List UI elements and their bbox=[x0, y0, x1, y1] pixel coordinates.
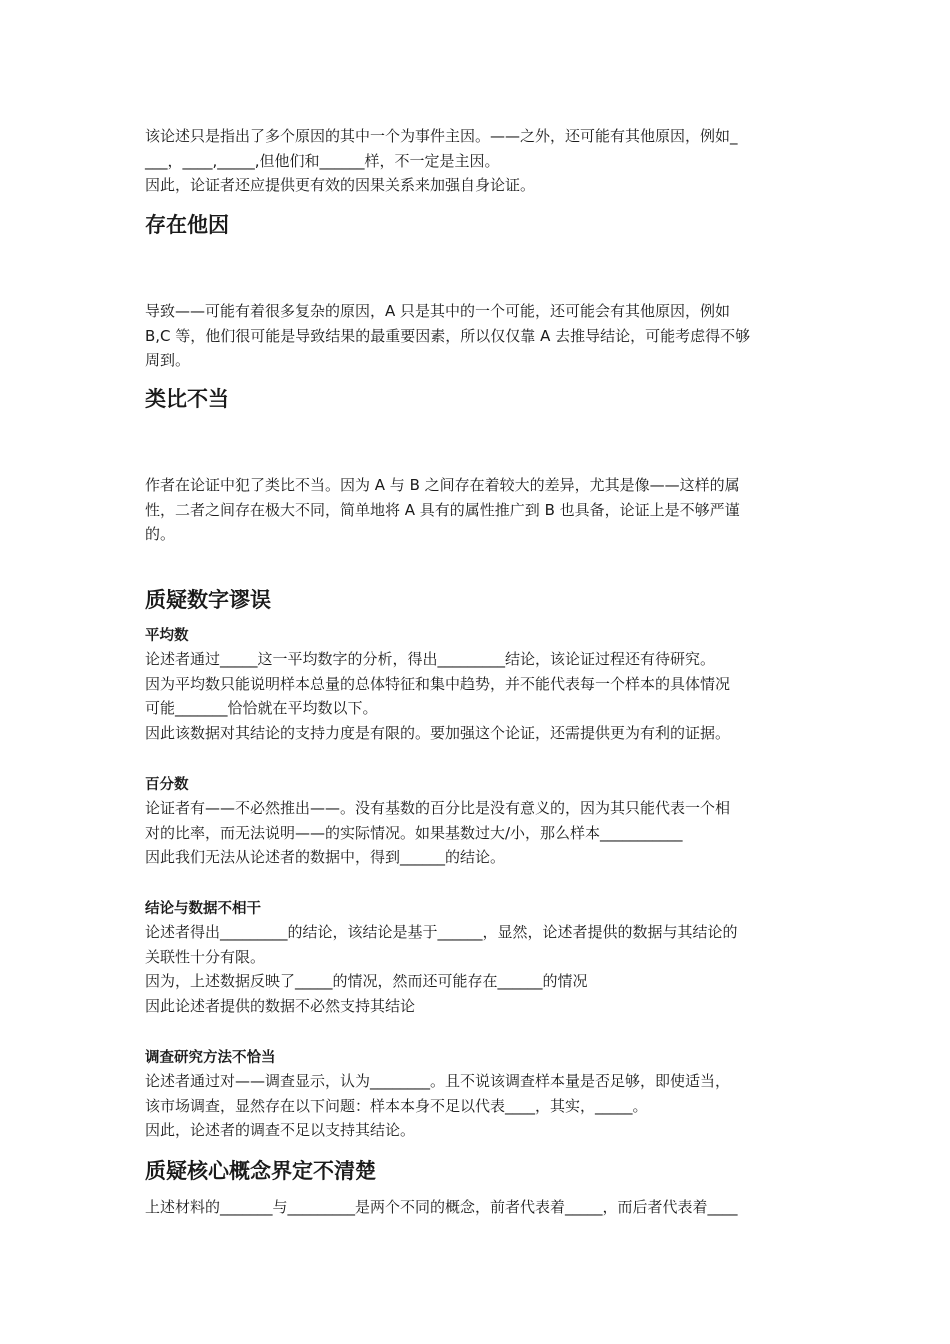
average-line-1: 论述者通过_____这一平均数字的分析，得出_________结论，该论证过程还有待研究。 bbox=[145, 650, 716, 668]
section-numbers-heading bbox=[145, 586, 810, 614]
subheading-irrelevant: 结论与数据不相干 bbox=[145, 901, 261, 917]
average-line-4: 因此该数据对其结论的支持力度是有限的。要加强这个论证，还需提供更为有利的证据。 bbox=[145, 723, 731, 742]
irrelevant-line-2: 关联性十分有限。 bbox=[145, 947, 266, 966]
other-cause-line-2: B,C 等，他们很可能是导致结果的最重要因素，所以仅仅靠 A 去推导结论，可能考虑得不够 bbox=[145, 326, 751, 345]
intro-line-2: ___，____,_____,但他们和______样，不一定是主因。 bbox=[145, 151, 500, 170]
other-cause-line-1: 导致——可能有着很多复杂的原因，A 只是其中的一个可能，还可能会有其他原因，例如 bbox=[145, 302, 731, 320]
other-cause-line-3: 周到。 bbox=[145, 351, 191, 369]
analogy-paragraph bbox=[145, 473, 810, 547]
percent-block bbox=[145, 774, 810, 870]
subheading-percent: 百分数 bbox=[145, 777, 189, 793]
analogy-line-3: 的。 bbox=[145, 525, 176, 543]
percent-line-2: 对的比率，而无法说明——的实际情况。如果基数过大/小，那么样本___________ bbox=[145, 823, 683, 842]
subheading-survey: 调查研究方法不恰当 bbox=[145, 1050, 276, 1066]
percent-line-3: 因此我们无法从论述者的数据中，得到______的结论。 bbox=[145, 848, 506, 866]
irrelevant-line-1: 论述者得出_________的结论，该结论是基于______，显然，论述者提供的数据与其结论的 bbox=[145, 923, 738, 941]
other-cause-paragraph bbox=[145, 299, 810, 373]
heading-analogy: 类比不当 bbox=[145, 387, 229, 411]
survey-line-2: 该市场调查，显然存在以下问题：样本本身不足以代表____，其实，_____。 bbox=[145, 1096, 648, 1115]
analogy-line-2: 性，二者之间存在极大不同，简单地将 A 具有的属性推广到 B 也具备，论证上是不够严谨 bbox=[145, 500, 740, 519]
intro-line-1: 该论述只是指出了多个原因的其中一个为事件主因。——之外，还可能有其他原因，例如_ bbox=[145, 127, 738, 145]
subheading-average: 平均数 bbox=[145, 628, 189, 644]
section-other-cause-heading bbox=[145, 211, 810, 239]
survey-line-3: 因此，论述者的调查不足以支持其结论。 bbox=[145, 1121, 416, 1139]
irrelevant-line-4: 因此论述者提供的数据不必然支持其结论 bbox=[145, 996, 416, 1015]
section-concept-heading bbox=[145, 1157, 810, 1185]
heading-concept: 质疑核心概念界定不清楚 bbox=[145, 1159, 376, 1183]
survey-line-1: 论述者通过对——调查显示，认为________。且不说该调查样本量是否足够，即使适当， bbox=[145, 1072, 731, 1090]
average-line-3: 可能_______恰恰就在平均数以下。 bbox=[145, 699, 378, 717]
concept-line-1: 上述材料的_______与_________是两个不同的概念，前者代表着_____，而后者代表着____ bbox=[145, 1198, 738, 1216]
intro-line-3: 因此，论证者还应提供更有效的因果关系来加强自身论证。 bbox=[145, 176, 536, 194]
irrelevant-block bbox=[145, 898, 810, 1018]
analogy-line-1: 作者在论证中犯了类比不当。因为 A 与 B 之间存在着较大的差异，尤其是像——这样的属 bbox=[145, 476, 740, 494]
survey-block bbox=[145, 1047, 810, 1143]
average-line-2: 因为平均数只能说明样本总量的总体特征和集中趋势，并不能代表每一个样本的具体情况 bbox=[145, 674, 731, 693]
percent-line-1: 论证者有——不必然推出——。没有基数的百分比是没有意义的，因为其只能代表一个相 bbox=[145, 799, 731, 817]
concept-paragraph bbox=[145, 1195, 810, 1220]
average-block bbox=[145, 625, 810, 745]
heading-other-cause: 存在他因 bbox=[145, 213, 229, 237]
intro-paragraph bbox=[145, 124, 810, 198]
irrelevant-line-3: 因为，上述数据反映了_____的情况，然而还可能存在______的情况 bbox=[145, 972, 588, 990]
section-analogy-heading bbox=[145, 385, 810, 413]
heading-numbers: 质疑数字谬误 bbox=[145, 588, 271, 612]
